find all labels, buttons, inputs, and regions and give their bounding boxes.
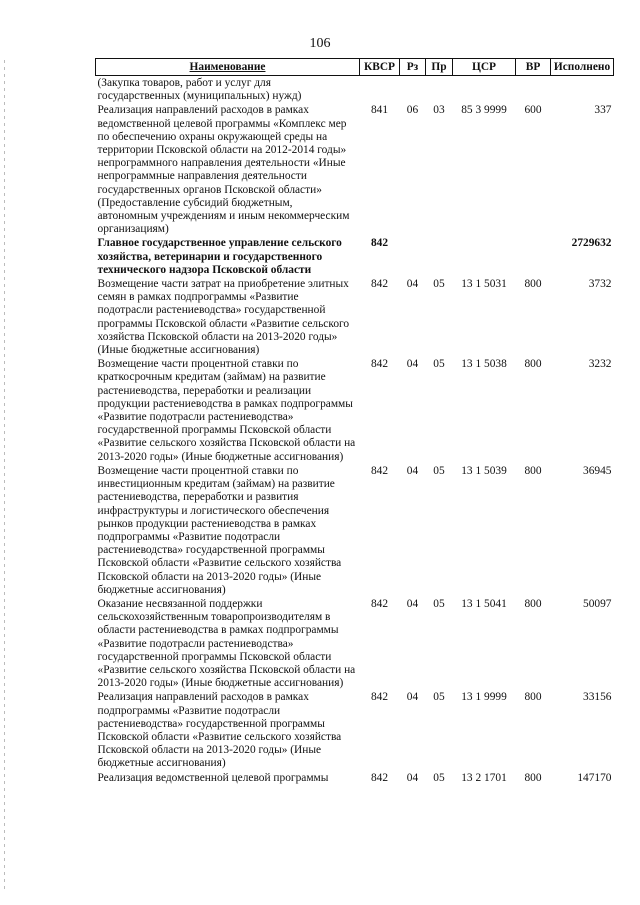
cell-vr: 800 [524,464,542,477]
header-csr: ЦСР [453,59,516,76]
cell-name: Реализация направлений расходов в рамках ведомственной целевой программы «Комплекс мер по обеспечению охраны окружающей среды на территории Псковской области на 2012-2014 годы» непрограммного направления деятельности «Иные непрограммные направления деятельности государственных органов Псковской области» (Предоставление субсидий бюджетным, автономным учреждениям и иным некоммерческим организациям) [97,104,350,236]
table-row [96,277,614,357]
cell-csr [453,236,516,277]
budget-table [95,58,614,785]
cell-name: Возмещение части затрат на приобретение элитных семян в рамках подпрограммы «Развитие подотрасли растениеводства» государственной программы Псковской области «Развитие сельского хозяйства Псковской области на 2013-2020 годы» (Иные бюджетные ассигнования) [97,278,350,357]
cell-vr: 800 [524,691,542,704]
cell-name: Реализация направлений расходов в рамках подпрограммы «Развитие подотрасли растениеводства» государственной программы Псковской области «Развитие сельского хозяйства Псковской области на 2013-2020 годы» (Иные бюджетные ассигнования) [97,691,342,770]
cell-csr: 13 1 5031 [461,278,507,291]
table-row [96,103,614,236]
cell-rz: 04 [406,464,419,477]
cell-vr [516,76,551,104]
cell-kvsr: 842 [370,597,389,610]
table-body [96,76,614,785]
cell-executed: 2729632 [571,237,612,250]
table-row [96,76,614,104]
header-kvsr: КВСР [360,59,400,76]
cell-executed [551,76,614,104]
table-header-row [96,59,614,76]
cell-vr: 800 [524,278,542,291]
cell-rz: 04 [406,278,419,291]
cell-csr [453,76,516,104]
cell-kvsr: 842 [370,237,389,250]
cell-pr: 05 [433,597,445,610]
cell-pr: 05 [433,278,445,291]
header-rz: Рз [400,59,426,76]
cell-pr: 05 [433,771,445,784]
cell-csr: 13 2 1701 [461,771,507,784]
cell-csr: 85 3 9999 [461,104,507,117]
cell-vr: 800 [524,597,542,610]
cell-kvsr: 842 [370,278,389,291]
cell-csr: 13 1 5039 [461,464,507,477]
scan-edge-line [4,60,5,890]
cell-executed: 337 [594,104,612,117]
cell-rz [400,236,426,277]
cell-kvsr: 841 [370,104,389,117]
header-vr: ВР [516,59,551,76]
cell-rz: 04 [406,597,419,610]
cell-csr: 13 1 5041 [461,597,507,610]
cell-pr: 05 [433,464,445,477]
cell-kvsr: 842 [370,358,389,371]
cell-rz: 04 [406,771,419,784]
table-row [96,771,614,785]
header-pr: Пр [426,59,453,76]
cell-pr: 05 [433,358,445,371]
cell-executed: 3732 [588,278,612,291]
cell-rz: 06 [406,104,419,117]
cell-csr: 13 1 5038 [461,358,507,371]
cell-executed: 33156 [583,691,612,704]
cell-csr: 13 1 9999 [461,691,507,704]
cell-name: Возмещение части процентной ставки по инвестиционным кредитам (займам) на развитие растениеводства, переработки и развития инфраструктуры и логистического обеспечения рынков продукции растениеводства в рамках подпрограммы «Развитие подотрасли растениеводства» государственной программы Псковской области «Развитие сельского хозяйства Псковской области на 2013-2020 годы» (Иные бюджетные ассигнования) [97,464,342,596]
cell-name: Главное государственное управление сельского хозяйства, ветеринарии и государственного технического надзора Псковской области [97,237,342,276]
cell-executed: 3232 [588,358,612,371]
cell-vr: 600 [524,104,542,117]
cell-rz [400,76,426,104]
cell-vr: 800 [524,771,542,784]
cell-vr [516,236,551,277]
cell-kvsr [360,76,400,104]
table-row [96,357,614,464]
cell-name: Возмещение части процентной ставки по краткосрочным кредитам (займам) на развитие растениеводства, переработки и реализации продукции растениеводства в рамках подпрограммы «Развитие подотрасли растениеводства» государственной программы Псковской области «Развитие сельского хозяйства Псковской области на 2013-2020 годы» (Иные бюджетные ассигнования) [97,358,356,463]
cell-pr: 03 [433,104,445,117]
cell-kvsr: 842 [370,691,389,704]
cell-name: Реализация ведомственной целевой программы [97,771,329,784]
cell-pr [426,236,453,277]
cell-vr: 800 [524,358,542,371]
cell-executed: 50097 [583,597,612,610]
cell-rz: 04 [406,358,419,371]
cell-pr [426,76,453,104]
header-executed: Исполнено [551,59,614,76]
table-row [96,464,614,597]
cell-executed: 147170 [577,771,612,784]
cell-kvsr: 842 [370,771,389,784]
page-number: 106 [309,36,331,51]
cell-rz: 04 [406,691,419,704]
table-row [96,690,614,770]
cell-pr: 05 [433,691,445,704]
cell-name: (Закупка товаров, работ и услуг для государственных (муниципальных) нужд) [97,77,302,103]
cell-executed: 36945 [583,464,612,477]
cell-name: Оказание несвязанной поддержки сельскохозяйственным товаропроизводителям в области растениеводства в рамках подпрограммы «Развитие подотрасли растениеводства» государственной программы Псковской области «Развитие сельского хозяйства Псковской области на 2013-2020 годы» (Иные бюджетные ассигнования) [97,597,356,690]
cell-kvsr: 842 [370,464,389,477]
header-name: Наименование [96,59,360,76]
table-row [96,597,614,690]
table-row [96,236,614,277]
